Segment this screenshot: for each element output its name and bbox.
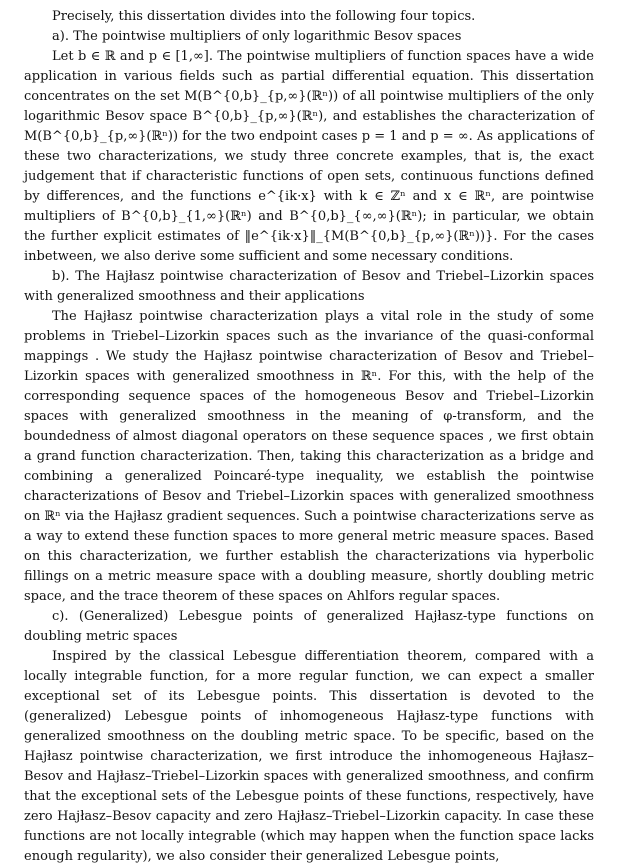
topic-c-heading: c). (Generalized) Lebesgue points of generalized Hajłasz-type functions on doubling metric spaces [24, 609, 594, 644]
intro-paragraph: Precisely, this dissertation divides into the following four topics. [52, 9, 476, 24]
topic-a-paragraph: Let b ∈ ℝ and p ∈ [1,∞]. The pointwise multipliers of function spaces have a wide application in various fields such as partial differential equation. This dissertation concentrates on the set M(B^{0,b}_{p,∞}(ℝⁿ)) of all pointwise multipliers of the only logarithmic Besov space B^{0,b}_{p,∞}(ℝⁿ), and establishes the characterization of M(B^{0,b}_{p,∞}(ℝⁿ)) for the two endpoint cases p = 1 and p = ∞. As applications of these two characterizations, we study three concrete examples, that is, the exact judgement that if characteristic functions of open sets, continuous functions defined by differences, and the functions e^{ik·x} with k ∈ ℤⁿ and x ∈ ℝⁿ, are pointwise multipliers of B^{0,b}_{1,∞}(ℝⁿ) and B^{0,b}_{∞,∞}(ℝⁿ); in particular, we obtain the further explicit estimates of ‖e^{ik·x}‖_{M(B^{0,b}_{p,∞}(ℝⁿ))}. For the cases inbetween, we also derive some sufficient and some necessary conditions. [24, 49, 594, 264]
topic-a-heading: a). The pointwise multipliers of only logarithmic Besov spaces [52, 29, 462, 44]
topic-b-heading: b). The Hajłasz pointwise characterization of Besov and Triebel–Lizorkin spaces with generalized smoothness and their applications [24, 269, 594, 304]
topic-c-paragraph: Inspired by the classical Lebesgue differentiation theorem, compared with a locally integrable function, for a more regular function, we can expect a smaller exceptional set of its Lebesgue points. This dissertation is devoted to the (generalized) Lebesgue points of inhomogeneous Hajłasz-type functions with generalized smoothness on the doubling metric space. To be specific, based on the Hajłasz pointwise characterization, we first introduce the inhomogeneous Hajłasz–Besov and Hajłasz–Triebel–Lizorkin spaces with generalized smoothness, and confirm that the exceptional sets of the Lebesgue points of these functions, respectively, have zero Hajłasz–Besov capacity and zero Hajłasz–Triebel–Lizorkin capacity. In case these functions are not locally integrable (which may happen when the function space lacks enough regularity), we also consider their generalized Lebesgue points, [24, 649, 594, 864]
topic-b-paragraph: The Hajłasz pointwise characterization plays a vital role in the study of some problems in Triebel–Lizorkin spaces such as the invariance of the quasi-conformal mappings . We study the Hajłasz pointwise characterization of Besov and Triebel–Lizorkin spaces with generalized smoothness in ℝⁿ. For this, with the help of the corresponding sequence spaces of the homogeneous Besov and Triebel–Lizorkin spaces with generalized smoothness in the meaning of φ-transform, and the boundedness of almost diagonal operators on these sequence spaces , we first obtain a grand function characterization. Then, taking this characterization as a bridge and combining a generalized Poincaré-type inequality, we establish the pointwise characterizations of Besov and Triebel–Lizorkin spaces with generalized smoothness on ℝⁿ via the Hajłasz gradient sequences. Such a pointwise characterizations serve as a way to extend these function spaces to more general metric measure spaces. Based on this characterization, we further establish the characterizations via hyperbolic fillings on a metric measure space with a doubling measure, shortly doubling metric space, and the trace theorem of these spaces on Ahlfors regular spaces. [24, 309, 594, 604]
